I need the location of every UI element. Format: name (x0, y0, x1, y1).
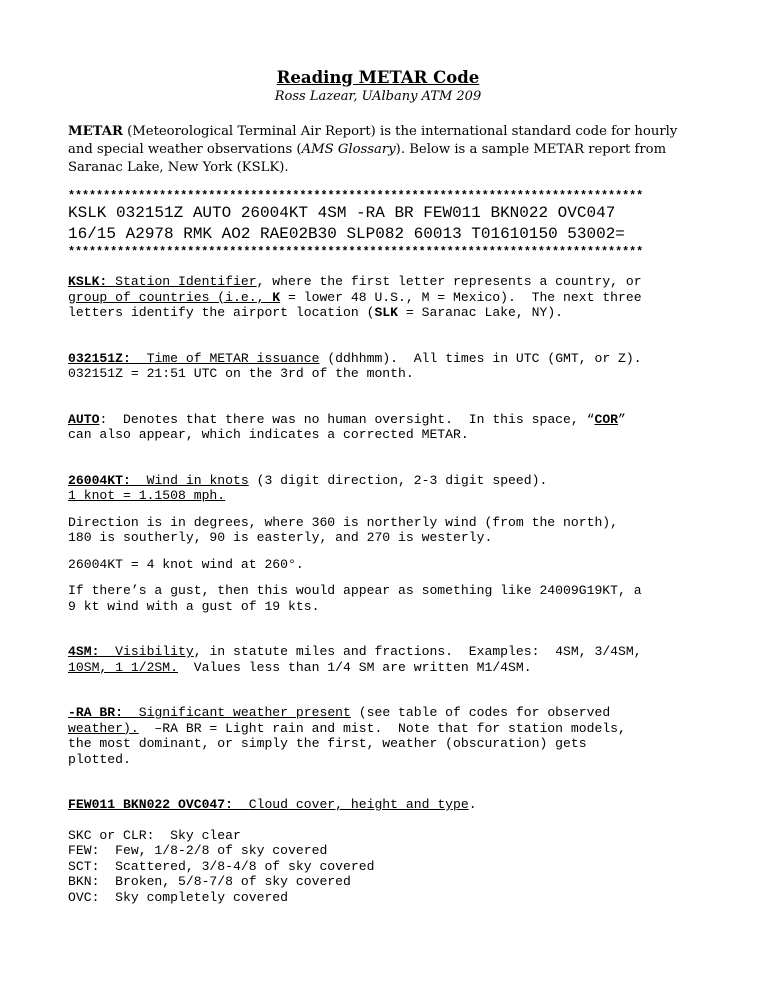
visibility-line-2: Values less than 1/4 SM are written M1/4SM. (178, 659, 532, 675)
station-line-2-underlined (68, 290, 280, 305)
wind-direction-line-2: 180 is southerly, 90 is easterly, and 270 is westerly. (68, 530, 493, 545)
intro-text-a: (Meteorological Terminal Air Report) is the international standard code for hourly and special weather observations ( (68, 124, 678, 157)
section-wind (68, 473, 688, 615)
weather-line-1: (see table of codes for observed (350, 705, 611, 720)
section-auto (68, 412, 688, 443)
weather-line-4: plotted. (68, 751, 131, 767)
document-page (68, 68, 688, 905)
byline: Ross Lazear, UAlbany ATM 209 (274, 89, 482, 104)
weather-heading (68, 705, 351, 720)
metar-sample-line-1: KSLK 032151Z AUTO 26004KT 4SM -RA BR FEW011 BKN022 OVC047 (68, 204, 616, 222)
section-time (68, 351, 688, 382)
section-weather (68, 705, 688, 767)
intro-text-b: ). Below is a sample METAR report from Saranac Lake, New York (KSLK). (68, 142, 667, 175)
wind-code: 26004KT: (68, 472, 131, 488)
auto-line-1a: : Denotes that there was no human oversight. In this space, “ (99, 411, 595, 427)
wind-direction-line-1: Direction is in degrees, where 360 is northerly wind (from the north), (68, 514, 619, 530)
intro-term: METAR (68, 124, 123, 139)
time-line-1: (ddhhmm). All times in UTC (GMT, or Z). (319, 350, 642, 366)
station-slk-code: SLK (374, 305, 399, 320)
page-title: Reading METAR Code (276, 68, 480, 87)
wind-gust-line-2: 9 kt wind with a gust of 19 kts. (68, 598, 320, 614)
station-line-3b: = Saranac Lake, NY). (398, 305, 564, 320)
metar-sample-line-2: 16/15 A2978 RMK AO2 RAE02B30 SLP082 60013 T01610150 53002= (68, 225, 625, 243)
weather-line-2: –RA BR = Light rain and mist. Note that for station models, (138, 720, 626, 736)
station-line-2b: = lower 48 U.S., M = Mexico). The next three (280, 289, 642, 305)
visibility-line-2-underlined: 10SM, 1 1/2SM. (68, 659, 179, 675)
station-line-3a: letters identify the airport location ( (68, 305, 375, 320)
cor-code: COR (594, 411, 619, 427)
station-code: KSLK: (68, 274, 108, 289)
cloud-code-row: SCT: Scattered, 3/8-4/8 of sky covered (68, 858, 375, 874)
clouds-code: FEW011 BKN022 OVC047: (68, 797, 234, 812)
clouds-title: Cloud cover, height and type (248, 797, 469, 812)
visibility-heading (68, 644, 194, 659)
visibility-code: 4SM: (68, 644, 100, 659)
station-title: Station Identifier (115, 274, 257, 289)
time-title: Time of METAR issuance (146, 350, 320, 366)
section-station-identifier (68, 274, 688, 321)
cloud-code-row: FEW: Few, 1/8-2/8 of sky covered (68, 843, 328, 858)
cloud-code-row: SKC or CLR: Sky clear (68, 827, 241, 843)
visibility-title: Visibility (115, 644, 194, 659)
weather-code: -RA BR: (68, 705, 124, 720)
weather-line-3: the most dominant, or simply the first, weather (obscuration) gets (68, 736, 587, 751)
weather-line-2-underlined: weather). (68, 720, 139, 736)
auto-code: AUTO (68, 411, 100, 427)
cloud-code-row: BKN: Broken, 5/8-7/8 of sky covered (68, 874, 351, 889)
intro-paragraph (68, 123, 688, 177)
divider-stars-top: ********************************************************************************** (68, 189, 644, 203)
station-line-1: , where the first letter represents a country, or (256, 274, 642, 289)
wind-example: 26004KT = 4 knot wind at 260°. (68, 556, 304, 572)
station-k-code: K (272, 289, 281, 305)
station-heading (68, 274, 257, 289)
intro-source: AMS Glossary (301, 142, 396, 157)
time-code: 032151Z: (68, 350, 131, 366)
cloud-code-list (68, 828, 688, 906)
clouds-heading-end: . (468, 797, 477, 812)
section-clouds (68, 797, 688, 905)
wind-title: Wind in knots (146, 472, 249, 488)
cloud-code-row: OVC: Sky completely covered (68, 889, 289, 905)
time-line-2: 032151Z = 21:51 UTC on the 3rd of the month. (68, 366, 414, 381)
clouds-heading (68, 797, 469, 812)
divider-stars-bottom: ********************************************************************************** (68, 245, 644, 259)
section-visibility (68, 644, 688, 675)
visibility-line-1: , in statute miles and fractions. Examples: 4SM, 3/4SM, (193, 644, 642, 659)
weather-title: Significant weather present (138, 705, 351, 720)
auto-line-1b: ” (618, 411, 626, 427)
station-line-2a: group of countries (i.e., (68, 289, 273, 305)
wind-heading (68, 473, 249, 488)
wind-line-1: (3 digit direction, 2-3 digit speed). (248, 472, 548, 488)
wind-gust-line-1: If there’s a gust, then this would appear as something like 24009G19KT, a (68, 583, 642, 598)
wind-line-2: 1 knot = 1.1508 mph. (68, 488, 226, 503)
auto-line-2: can also appear, which indicates a corrected METAR. (68, 427, 469, 442)
time-heading (68, 351, 319, 366)
